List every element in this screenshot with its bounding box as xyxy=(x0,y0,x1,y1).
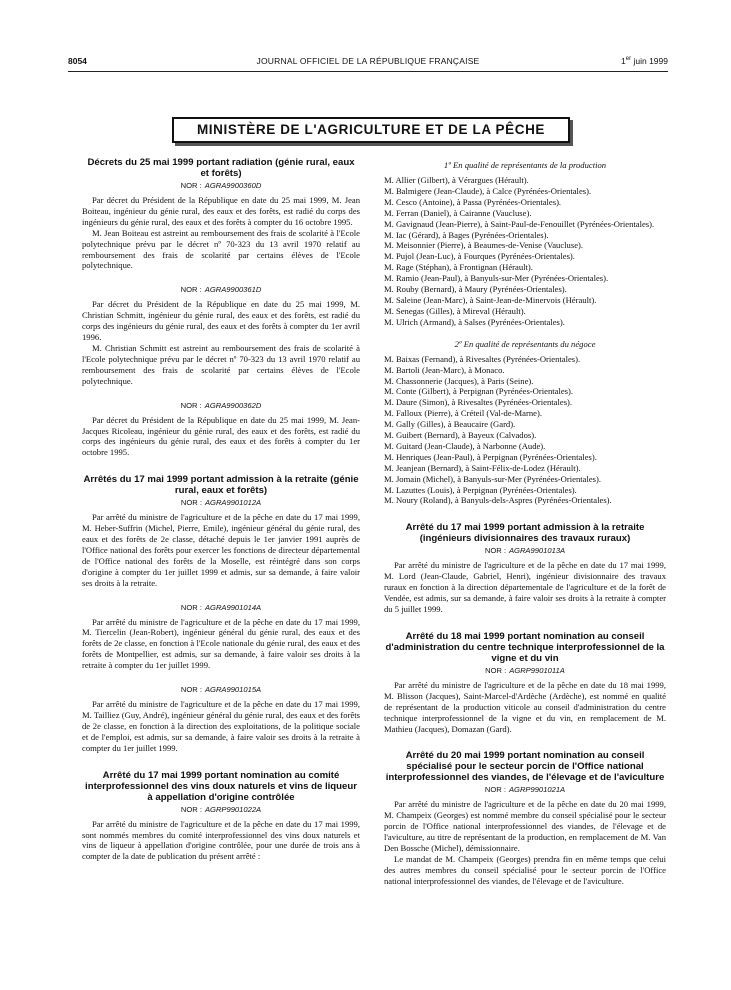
paragraph: Par arrêté du ministre de l'agriculture et de la pêche en date du 18 mai 1999, M. Blisson (Jacques), Saint-Marcel-d'Ardèche (Ardèche), est nommé en qualité de représentant de la production viticole au conseil d'administration du centre technique interprofessionnel de la vigne et du vin, en remplacement de M. Mathieu (Jacques), Domazan (Gard). xyxy=(384,679,666,734)
list-item: M. Gavignaud (Jean-Pierre), à Saint-Paul-de-Fenouillet (Pyrénées-Orientales). xyxy=(384,218,655,229)
paragraph: Le mandat de M. Champeix (Georges) prendra fin en même temps que celui des autres membres du conseil spécialisé pour le secteur porcin de l'Office national interprofessionnel des viandes, de l'élevage et de l'aviculture. xyxy=(384,853,666,886)
list-item: M. Bartoli (Jean-Marc), à Monaco. xyxy=(384,364,505,375)
paragraph: Par décret du Président de la République en date du 25 mai 1999, M. Jean-Jacques Ricoleau, ingénieur du génie rural, des eaux et des forêts, est radié du corps des ingénieurs du génie rural, des eaux et des forêts à compter du 1er octobre 1995. xyxy=(82,414,360,458)
paragraph: Par arrêté du ministre de l'agriculture et de la pêche en date du 17 mai 1999, M. Tiercelin (Jean-Robert), ingénieur général du génie rural, des eaux et des forêts de 2e classe, en fonction à l'Ecole nationale du génie rural, des eaux et des forêts de Montpellier, est admis, sur sa demande, à faire valoir ses droits à la retraite à compter du 1er juillet 1999. xyxy=(82,616,360,671)
paragraph: Par décret du Président de la République en date du 25 mai 1999, M. Christian Schmitt, ingénieur du génie rural, des eaux et des forêts, est radié du corps des ingénieurs du génie rural, des eaux et des forêts à compter du 1er avril 1996. xyxy=(82,299,360,343)
list-item: M. Noury (Roland), à Banyuls-dels-Aspres (Pyrénées-Orientales). xyxy=(384,495,612,506)
ministry-title: MINISTÈRE DE L'AGRICULTURE ET DE LA PÊCHE xyxy=(172,117,570,143)
left-column xyxy=(82,157,360,862)
nor-reference: NOR : AGRA9901013A xyxy=(484,546,566,556)
list-item: M. Baixas (Fernand), à Rivesaltes (Pyrénées-Orientales). xyxy=(384,353,581,364)
section-title: Décrets du 25 mai 1999 portant radiation (génie rural, eaux et forêts) xyxy=(87,157,355,179)
issue-date: 1er juin 1999 xyxy=(621,56,668,66)
section-title: Arrêté du 20 mai 1999 portant nomination au conseil spécialisé pour le secteur porcin de l'Office national interprofessionnel des viandes, de l'élevage et de l'aviculture xyxy=(385,750,665,784)
section-title: Arrêtés du 17 mai 1999 portant admission à la retraite (génie rural, eaux et forêts) xyxy=(83,474,359,497)
paragraph: M. Jean Boiteau est astreint au remboursement des frais de scolarité à l'Ecole polytechnique prévu par le décret nº 70-323 du 13 avril 1970 relatif au remboursement des frais de scolarité par certains élèves de l'Ecole polytechnique. xyxy=(82,227,360,271)
category-heading: 1º En qualité de représentants de la production xyxy=(443,160,607,170)
negoce-list xyxy=(384,354,666,507)
section-title: Arrêté du 18 mai 1999 portant nomination au conseil d'administration du centre technique interprofessionnel de la vigne et du vin xyxy=(385,630,665,664)
production-list xyxy=(384,175,666,328)
category-heading: 2º En qualité de représentants du négoce xyxy=(454,338,596,349)
list-item: M. Allier (Gilbert), à Vérargues (Hérault). xyxy=(384,175,529,185)
list-item: M. Rouby (Bernard), à Maury (Pyrénées-Orientales). xyxy=(384,284,567,295)
paragraph: M. Christian Schmitt est astreint au remboursement des frais de scolarité à l'Ecole polytechnique prévu par le décret nº 70-323 du 13 avril 1970 relatif au remboursement des frais de scolarité par certains élèves de l'Ecole polytechnique. xyxy=(82,342,360,386)
page-header xyxy=(68,56,668,70)
nor-reference: NOR : AGRA9901014A xyxy=(180,602,262,612)
list-item: M. Conte (Gilbert), à Perpignan (Pyrénées-Orientales). xyxy=(384,386,574,397)
list-item: M. Saleine (Jean-Marc), à Saint-Jean-de-Minervois (Hérault). xyxy=(384,294,597,305)
list-item: M. Daure (Simon), à Rivesaltes (Pyrénées-Orientales). xyxy=(384,397,573,408)
list-item: M. Meisonnier (Pierre), à Beaumes-de-Venise (Vaucluse). xyxy=(384,240,584,251)
nor-reference: NOR : AGRP9901021A xyxy=(484,785,566,795)
paragraph: Par décret du Président de la République en date du 25 mai 1999, M. Jean Boiteau, ingénieur du génie rural, des eaux et des forêts, est radié du corps des ingénieurs du génie rural, des eaux et des forêts à compter du 16 octobre 1995. xyxy=(82,195,360,227)
list-item: M. Balmigere (Jean-Claude), à Calce (Pyrénées-Orientales). xyxy=(384,185,592,196)
paragraph: Par arrêté du ministre de l'agriculture et de la pêche en date du 17 mai 1999, M. Lord (Jean-Claude, Gabriel, Henri), ingénieur divisionnaire des travaux ruraux en fonction à la direction départementale de l'agriculture et de la forêt de Vendée, est admis, sur sa demande, à faire valoir ses droits à la retraite à compter du 5 juillet 1999. xyxy=(384,560,666,614)
journal-title: JOURNAL OFFICIEL DE LA RÉPUBLIQUE FRANÇAISE xyxy=(256,56,480,66)
list-item: M. Lazuttes (Louis), à Perpignan (Pyrénées-Orientales). xyxy=(384,484,577,495)
list-item: M. Pujol (Jean-Luc), à Fourques (Pyrénées-Orientales). xyxy=(384,251,575,262)
list-item: M. Rage (Stéphan), à Frontignan (Hérault). xyxy=(384,262,533,273)
page-number: 8054 xyxy=(68,56,87,66)
list-item: M. Ramio (Jean-Paul), à Banyuls-sur-Mer (Pyrénées-Orientales). xyxy=(384,273,609,284)
nor-reference: NOR : AGRA9901012A xyxy=(180,498,262,508)
nor-reference: NOR : AGRA9900362D xyxy=(180,400,262,410)
list-item: M. Jeanjean (Bernard), à Saint-Félix-de-Lodez (Hérault). xyxy=(384,462,581,473)
list-item: M. Ulrich (Armand), à Salses (Pyrénées-Orientales). xyxy=(384,316,565,327)
paragraph: Par arrêté du ministre de l'agriculture et de la pêche en date du 20 mai 1999, M. Champeix (Georges) est nommé membre du conseil spécialisé pour le secteur porcin de l'Office national interprofessionnel des viandes, de l'élevage et de l'aviculture, au titre de représentant de la production, en remplacement de M. Van Den Bossche (Michel), démissionnaire. xyxy=(384,799,666,854)
list-item: M. Senegas (Gilles), à Mireval (Hérault). xyxy=(384,305,526,316)
list-item: M. Guibert (Bernard), à Bayeux (Calvados). xyxy=(384,430,537,441)
paragraph: Par arrêté du ministre de l'agriculture et de la pêche en date du 17 mai 1999, sont nommés membres du comité interprofessionnel des vins doux naturels et vins de liqueur à appellation d'origine contrôlée, pour une durée de trois ans à compter de la date de publication du présent arrêté : xyxy=(82,818,360,862)
header-rule xyxy=(68,71,668,72)
list-item: M. Chassonnerie (Jacques), à Paris (Seine). xyxy=(384,375,534,386)
nor-reference: NOR : AGRA9900361D xyxy=(180,285,262,295)
list-item: M. Guitard (Jean-Claude), à Narbonne (Aude). xyxy=(384,440,546,451)
list-item: M. Gally (Gilles), à Beaucaire (Gard). xyxy=(384,419,516,430)
list-item: M. Ferran (Daniel), à Cairanne (Vaucluse). xyxy=(384,207,532,218)
paragraph: Par arrêté du ministre de l'agriculture et de la pêche en date du 17 mai 1999, M. Tailliez (Guy, André), ingénieur général du génie rural, des eaux et des forêts de 2e classe, en fonction à la direction des exploitations, de la politique sociale et de l'emploi, est admis, sur sa demande, à faire valoir ses droits à la retraite à compter du 1er juillet 1999. xyxy=(82,699,360,753)
list-item: M. Falloux (Pierre), à Créteil (Val-de-Marne). xyxy=(384,408,542,419)
list-item: M. Iac (Gérard), à Bages (Pyrénées-Orientales). xyxy=(384,229,549,240)
paragraph: Par arrêté du ministre de l'agriculture et de la pêche en date du 17 mai 1999, M. Heber-Suffrin (Michel, Pierre, Emile), ingénieur général du génie rural, des eaux et des forêts de 2e classe, détaché depuis le 1er janvier 1991 auprès de l'Office national des forêts pour exercer les fonctions de directeur départemental de l'Office national des forêts de la Moselle, est réintégré dans son corps d'origine à compter du 1er juillet 1999 et admis, sur sa demande, à faire valoir ses droits à la retraite. xyxy=(82,512,360,588)
section-title: Arrêté du 17 mai 1999 portant admission à la retraite (ingénieurs divisionnaires des travaux ruraux) xyxy=(405,522,645,545)
nor-reference: NOR : AGRP9901011A xyxy=(485,665,565,675)
list-item: M. Henriques (Jean-Paul), à Perpignan (Pyrénées-Orientales). xyxy=(384,451,597,462)
right-column xyxy=(384,157,666,887)
nor-reference: NOR : AGRA9900360D xyxy=(180,181,262,190)
list-item: M. Cesco (Antoine), à Passa (Pyrénées-Orientales). xyxy=(384,196,562,207)
section-title: Arrêté du 17 mai 1999 portant nomination au comité interprofessionnel des vins doux naturels et vins de liqueur à appellation d'origine contrôlée xyxy=(85,769,357,803)
nor-reference: NOR : AGRP9901022A xyxy=(180,804,262,814)
list-item: M. Jomain (Michel), à Banyuls-sur-Mer (Pyrénées-Orientales). xyxy=(384,473,601,484)
nor-reference: NOR : AGRA9901015A xyxy=(180,685,262,695)
